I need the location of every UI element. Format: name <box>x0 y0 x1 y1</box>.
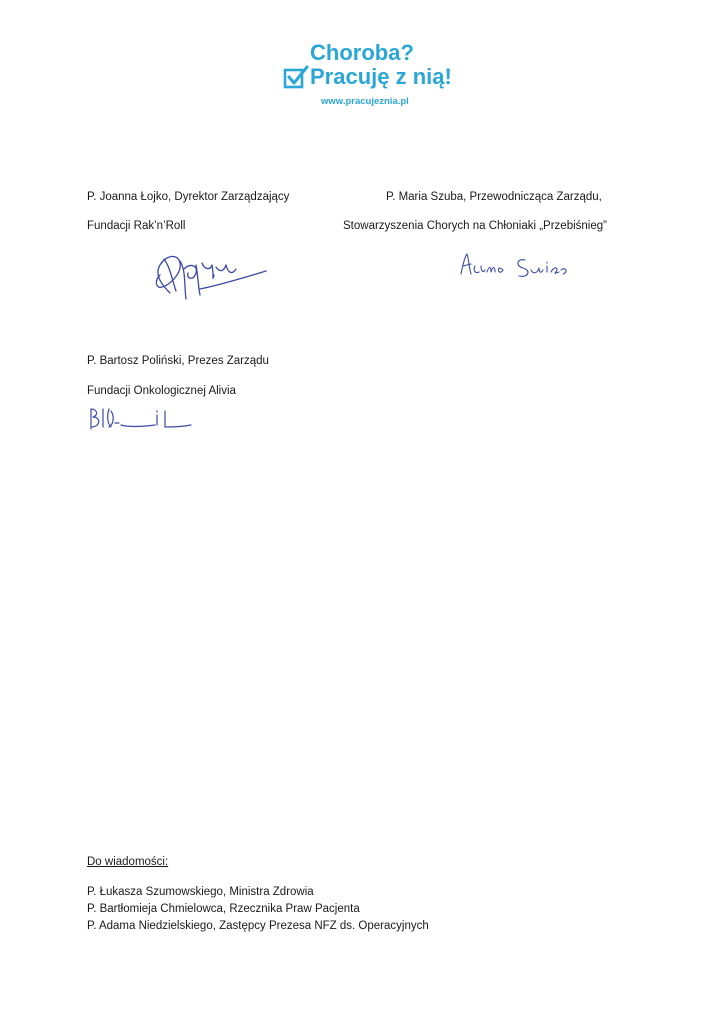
cc-heading: Do wiadomości: <box>87 856 169 868</box>
signatory-1-name: P. Joanna Łojko, Dyrektor Zarządzający <box>87 191 290 203</box>
signatory-2-org: Stowarzyszenia Chorych na Chłoniaki „Przebiśnieg” <box>343 220 607 232</box>
logo-title-line1: Choroba? <box>310 40 414 65</box>
cc-recipient-1: P. Łukasza Szumowskiego, Ministra Zdrowia <box>87 886 314 898</box>
signature-1 <box>140 245 270 305</box>
signature-3 <box>85 405 195 435</box>
logo-url: www.pracujeznia.pl <box>321 96 409 107</box>
cc-recipient-2: P. Bartłomieja Chmielowca, Rzecznika Praw Pacjenta <box>87 903 360 915</box>
signatory-2-name: P. Maria Szuba, Przewodnicząca Zarządu, <box>386 191 602 203</box>
signatory-1-org: Fundacji Rak’n’Roll <box>87 220 186 232</box>
signatory-3-org: Fundacji Onkologicznej Alivia <box>87 385 236 397</box>
logo-title-line2: Pracuję z nią! <box>310 64 452 89</box>
cc-recipient-3: P. Adama Niedzielskiego, Zastępcy Prezesa NFZ ds. Operacyjnych <box>87 920 429 932</box>
checkbox-check-icon <box>283 64 309 90</box>
logo <box>283 40 453 112</box>
signatory-3-name: P. Bartosz Poliński, Prezes Zarządu <box>87 355 269 367</box>
signature-2 <box>455 250 580 280</box>
